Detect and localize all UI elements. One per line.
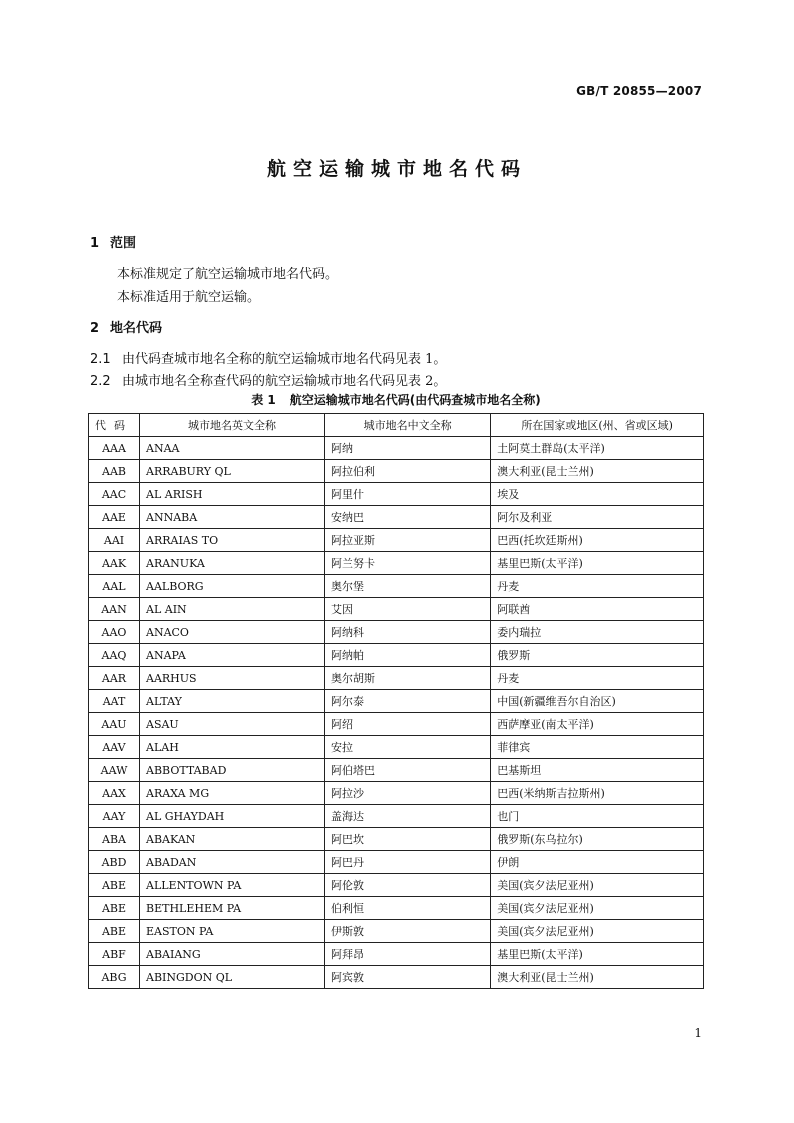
cell-english-name: BETHLEHEM PA xyxy=(140,897,325,920)
scope-paragraph-1: 本标准规定了航空运输城市地名代码。 xyxy=(117,267,339,282)
cell-chinese-name: 奥尔堡 xyxy=(324,575,490,598)
cell-english-name: ABINGDON QL xyxy=(140,966,325,989)
table-row xyxy=(89,897,704,920)
table-caption-number: 表 1 xyxy=(251,393,276,407)
table-row xyxy=(89,483,704,506)
cell-country-region: 埃及 xyxy=(491,483,704,506)
cell-code: AAO xyxy=(89,621,140,644)
cell-english-name: ABAIANG xyxy=(140,943,325,966)
cell-chinese-name: 盖海达 xyxy=(324,805,490,828)
cell-code: AAI xyxy=(89,529,140,552)
section-2-title: 地名代码 xyxy=(110,321,163,336)
cell-english-name: ABAKAN xyxy=(140,828,325,851)
cell-code: AAW xyxy=(89,759,140,782)
table-body xyxy=(89,437,704,989)
cell-english-name: AL GHAYDAH xyxy=(140,805,325,828)
cell-code: AAN xyxy=(89,598,140,621)
cell-chinese-name: 阿拜昂 xyxy=(324,943,490,966)
table-row xyxy=(89,805,704,828)
cell-chinese-name: 艾因 xyxy=(324,598,490,621)
cell-country-region: 丹麦 xyxy=(491,667,704,690)
cell-country-region: 巴基斯坦 xyxy=(491,759,704,782)
cell-chinese-name: 阿伯塔巴 xyxy=(324,759,490,782)
cell-country-region: 西萨摩亚(南太平洋) xyxy=(491,713,704,736)
cell-country-region: 巴西(米纳斯吉拉斯州) xyxy=(491,782,704,805)
cell-chinese-name: 阿绍 xyxy=(324,713,490,736)
cell-country-region: 俄罗斯 xyxy=(491,644,704,667)
cell-country-region: 美国(宾夕法尼亚州) xyxy=(491,920,704,943)
cell-english-name: ANAPA xyxy=(140,644,325,667)
cell-chinese-name: 阿里什 xyxy=(324,483,490,506)
cell-country-region: 澳大利亚(昆士兰州) xyxy=(491,966,704,989)
table-row xyxy=(89,943,704,966)
cell-country-region: 中国(新疆维吾尔自治区) xyxy=(491,690,704,713)
cell-english-name: ABADAN xyxy=(140,851,325,874)
cell-code: AAX xyxy=(89,782,140,805)
clause-2-1 xyxy=(90,348,446,367)
cell-chinese-name: 阿纳科 xyxy=(324,621,490,644)
cell-chinese-name: 阿宾敦 xyxy=(324,966,490,989)
cell-country-region: 丹麦 xyxy=(491,575,704,598)
cell-chinese-name: 阿拉亚斯 xyxy=(324,529,490,552)
cell-country-region: 澳大利亚(昆士兰州) xyxy=(491,460,704,483)
table-row xyxy=(89,460,704,483)
cell-code: ABF xyxy=(89,943,140,966)
header-chinese-name: 城市地名中文全称 xyxy=(324,414,490,437)
clause-2-2 xyxy=(90,370,446,389)
cell-chinese-name: 阿尔泰 xyxy=(324,690,490,713)
table-row xyxy=(89,851,704,874)
cell-english-name: ARANUKA xyxy=(140,552,325,575)
cell-english-name: AARHUS xyxy=(140,667,325,690)
cell-chinese-name: 阿纳 xyxy=(324,437,490,460)
section-2-heading xyxy=(90,317,162,336)
cell-country-region: 阿尔及利亚 xyxy=(491,506,704,529)
clause-2-2-text: 由城市地名全称查代码的航空运输城市地名代码见表 2。 xyxy=(122,374,447,389)
cell-code: ABG xyxy=(89,966,140,989)
section-1-heading xyxy=(90,232,136,251)
table-row xyxy=(89,828,704,851)
cell-english-name: ASAU xyxy=(140,713,325,736)
cell-code: ABE xyxy=(89,920,140,943)
table-row xyxy=(89,667,704,690)
cell-country-region: 美国(宾夕法尼亚州) xyxy=(491,897,704,920)
table-row xyxy=(89,529,704,552)
cell-english-name: ALLENTOWN PA xyxy=(140,874,325,897)
cell-country-region: 土阿莫土群岛(太平洋) xyxy=(491,437,704,460)
cell-english-name: ALAH xyxy=(140,736,325,759)
table-row xyxy=(89,644,704,667)
cell-code: AAQ xyxy=(89,644,140,667)
cell-code: ABD xyxy=(89,851,140,874)
cell-code: AAL xyxy=(89,575,140,598)
table-row xyxy=(89,598,704,621)
cell-code: AAA xyxy=(89,437,140,460)
header-english-name: 城市地名英文全称 xyxy=(140,414,325,437)
cell-code: AAU xyxy=(89,713,140,736)
table-row xyxy=(89,713,704,736)
cell-english-name: ANAA xyxy=(140,437,325,460)
cell-english-name: AL AIN xyxy=(140,598,325,621)
cell-english-name: EASTON PA xyxy=(140,920,325,943)
cell-english-name: AALBORG xyxy=(140,575,325,598)
cell-english-name: ARRAIAS TO xyxy=(140,529,325,552)
city-code-table xyxy=(88,413,704,989)
table-row xyxy=(89,759,704,782)
cell-code: ABE xyxy=(89,874,140,897)
table-header-row xyxy=(89,414,704,437)
section-1-number: 1 xyxy=(90,236,100,251)
cell-code: ABE xyxy=(89,897,140,920)
cell-chinese-name: 阿巴丹 xyxy=(324,851,490,874)
cell-country-region: 阿联酋 xyxy=(491,598,704,621)
cell-english-name: ALTAY xyxy=(140,690,325,713)
cell-english-name: ARRABURY QL xyxy=(140,460,325,483)
table-row xyxy=(89,920,704,943)
cell-code: AAY xyxy=(89,805,140,828)
cell-code: AAV xyxy=(89,736,140,759)
header-code: 代码 xyxy=(89,414,140,437)
cell-english-name: ANNABA xyxy=(140,506,325,529)
table-row xyxy=(89,575,704,598)
cell-country-region: 伊朗 xyxy=(491,851,704,874)
cell-chinese-name: 安拉 xyxy=(324,736,490,759)
header-country-region: 所在国家或地区(州、省或区域) xyxy=(491,414,704,437)
cell-chinese-name: 伯利恒 xyxy=(324,897,490,920)
cell-country-region: 菲律宾 xyxy=(491,736,704,759)
cell-code: AAR xyxy=(89,667,140,690)
table-row xyxy=(89,736,704,759)
cell-english-name: ARAXA MG xyxy=(140,782,325,805)
cell-country-region: 基里巴斯(太平洋) xyxy=(491,552,704,575)
page-number: 1 xyxy=(694,1026,702,1040)
cell-country-region: 巴西(托坎廷斯州) xyxy=(491,529,704,552)
table-caption xyxy=(88,391,704,408)
cell-chinese-name: 伊斯敦 xyxy=(324,920,490,943)
cell-chinese-name: 奥尔胡斯 xyxy=(324,667,490,690)
cell-country-region: 美国(宾夕法尼亚州) xyxy=(491,874,704,897)
cell-chinese-name: 安纳巴 xyxy=(324,506,490,529)
standard-code: GB/T 20855—2007 xyxy=(576,84,702,98)
cell-english-name: ABBOTTABAD xyxy=(140,759,325,782)
cell-chinese-name: 阿纳帕 xyxy=(324,644,490,667)
table-row xyxy=(89,690,704,713)
cell-english-name: ANACO xyxy=(140,621,325,644)
table-row xyxy=(89,874,704,897)
cell-chinese-name: 阿兰努卡 xyxy=(324,552,490,575)
table-row xyxy=(89,506,704,529)
table-row xyxy=(89,621,704,644)
clause-2-2-number: 2.2 xyxy=(90,374,111,389)
cell-code: AAT xyxy=(89,690,140,713)
clause-2-1-text: 由代码查城市地名全称的航空运输城市地名代码见表 1。 xyxy=(122,352,447,367)
section-1-title: 范围 xyxy=(110,236,137,251)
table-row xyxy=(89,552,704,575)
table-row xyxy=(89,437,704,460)
cell-country-region: 委内瑞拉 xyxy=(491,621,704,644)
section-2-number: 2 xyxy=(90,321,100,336)
cell-code: AAC xyxy=(89,483,140,506)
table-row xyxy=(89,782,704,805)
document-title: 航空运输城市地名代码 xyxy=(266,158,527,180)
table-caption-text: 航空运输城市地名代码(由代码查城市地名全称) xyxy=(289,393,541,407)
table-row xyxy=(89,966,704,989)
cell-code: AAB xyxy=(89,460,140,483)
cell-country-region: 也门 xyxy=(491,805,704,828)
cell-chinese-name: 阿巴坎 xyxy=(324,828,490,851)
cell-country-region: 俄罗斯(东乌拉尔) xyxy=(491,828,704,851)
cell-chinese-name: 阿拉沙 xyxy=(324,782,490,805)
cell-country-region: 基里巴斯(太平洋) xyxy=(491,943,704,966)
cell-chinese-name: 阿伦敦 xyxy=(324,874,490,897)
cell-code: ABA xyxy=(89,828,140,851)
cell-chinese-name: 阿拉伯利 xyxy=(324,460,490,483)
scope-paragraph-2: 本标准适用于航空运输。 xyxy=(117,290,261,305)
cell-english-name: AL ARISH xyxy=(140,483,325,506)
clause-2-1-number: 2.1 xyxy=(90,352,111,367)
cell-code: AAE xyxy=(89,506,140,529)
cell-code: AAK xyxy=(89,552,140,575)
